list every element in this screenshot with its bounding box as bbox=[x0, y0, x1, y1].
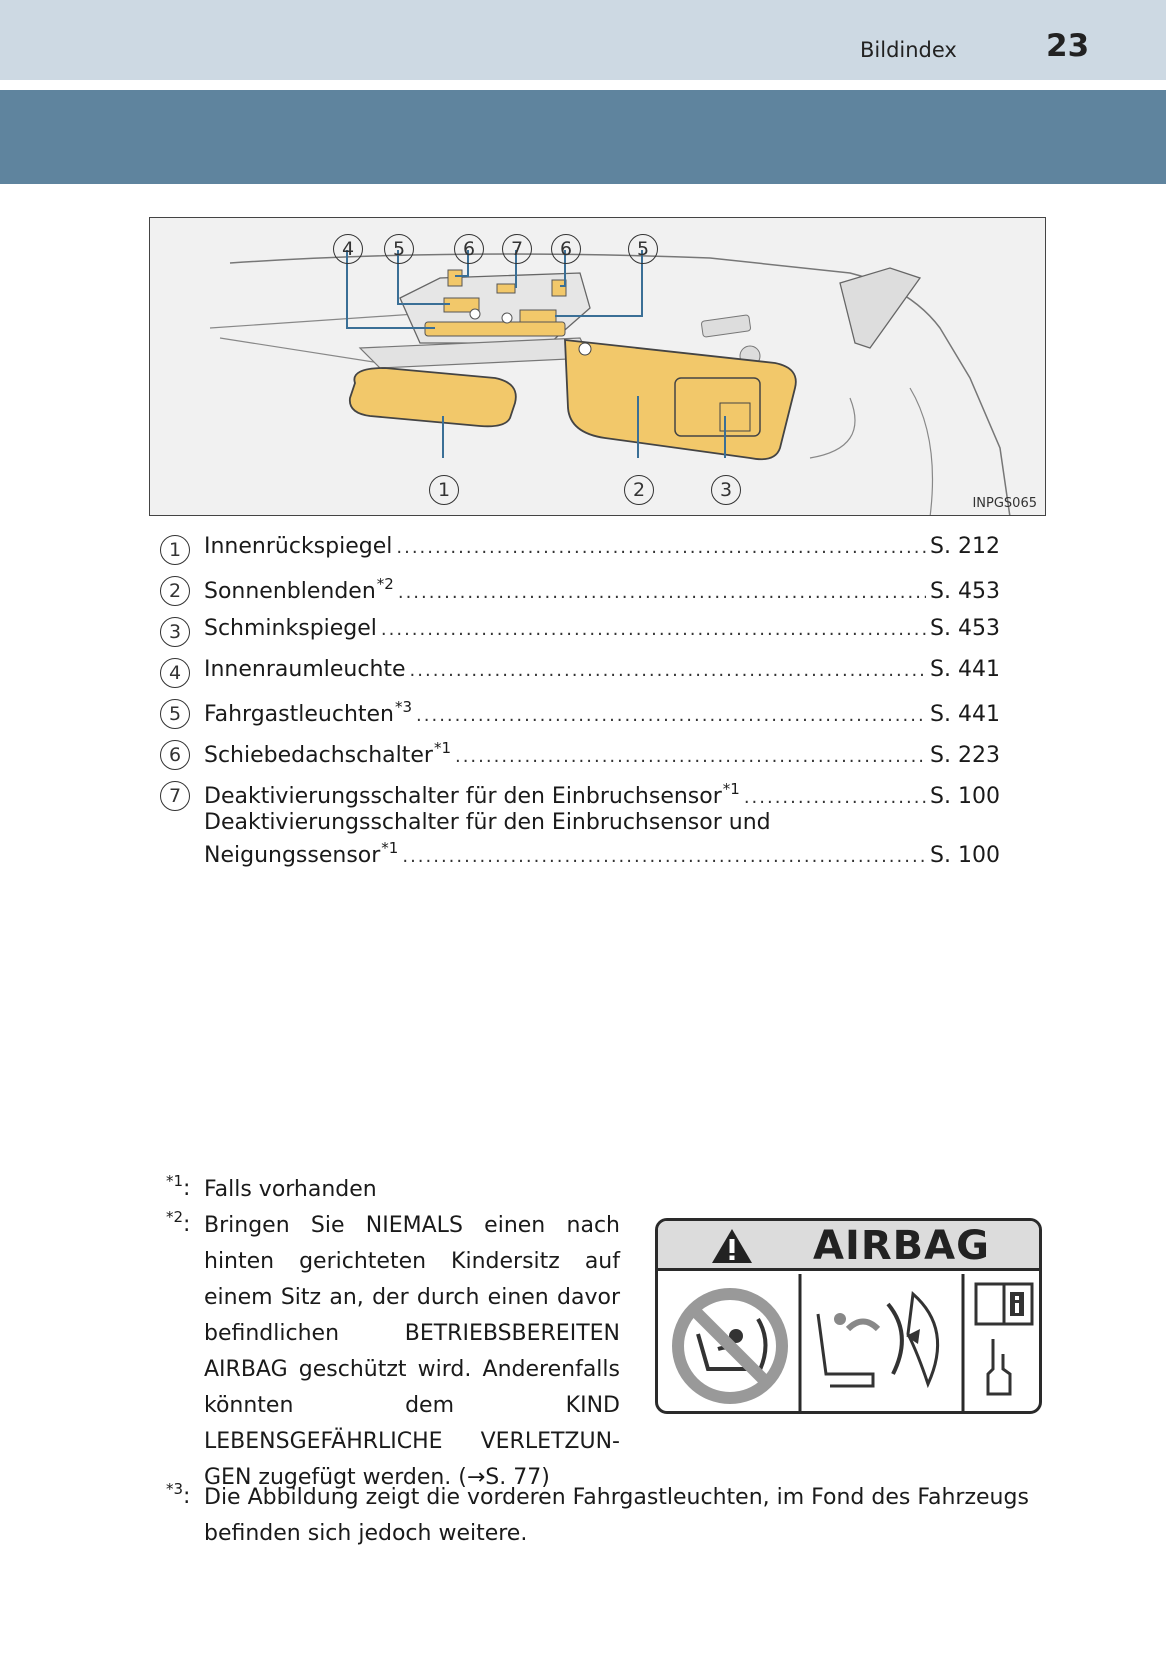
airbag-label-header bbox=[658, 1221, 1039, 1271]
item-number: 4 bbox=[160, 658, 190, 688]
item-label-continued: Deaktivierungsschalter für den Einbruchsensor und bbox=[204, 810, 771, 835]
list-item bbox=[160, 694, 1000, 735]
list-item bbox=[160, 571, 1000, 612]
item-label: Schminkspiegel bbox=[204, 616, 377, 641]
page-reference[interactable]: S. 223 bbox=[930, 743, 1000, 768]
image-code: INPGS065 bbox=[972, 496, 1037, 511]
airbag-pictograms bbox=[658, 1274, 1042, 1414]
chapter-band bbox=[0, 90, 1166, 184]
item-label: Schiebedachschalter bbox=[204, 743, 433, 768]
callout-5b: 5 bbox=[628, 234, 658, 264]
page-reference[interactable]: S. 100 bbox=[930, 843, 1000, 868]
page-reference[interactable]: S. 441 bbox=[930, 657, 1000, 682]
page-reference[interactable]: S. 453 bbox=[930, 616, 1000, 641]
list-item bbox=[160, 735, 1000, 776]
item-label: Innenrückspiegel bbox=[204, 534, 393, 559]
footnote-2-text: Bringen Sie NIEMALS einen nach hinten gerichteten Kindersitz auf einem Sitz an, der durch einen davor befindlichen BETRIEBSBEREITEN AIRBAG geschützt wird. Anderenfalls könnten dem KIND LEBENSGEFÄHRLICHE VERLETZUN-GEN zugefügt werden. (→S. 77) bbox=[204, 1213, 620, 1490]
airbag-title: AIRBAG bbox=[813, 1223, 990, 1269]
header-band bbox=[0, 0, 1166, 80]
footnote-ref: *3 bbox=[395, 698, 413, 716]
index-list bbox=[160, 530, 1000, 868]
warning-triangle-icon bbox=[710, 1227, 754, 1265]
list-item bbox=[160, 612, 1000, 653]
callout-6b: 6 bbox=[551, 234, 581, 264]
list-item bbox=[160, 653, 1000, 694]
callout-6: 6 bbox=[454, 234, 484, 264]
page-reference[interactable]: S. 100 bbox=[930, 784, 1000, 809]
leader-dots bbox=[416, 705, 926, 726]
leader-dots bbox=[396, 537, 926, 558]
callout-4: 4 bbox=[333, 234, 363, 264]
leader-dots bbox=[381, 619, 926, 640]
manual-info-icon bbox=[976, 1284, 1032, 1394]
item-label: Neigungssensor bbox=[204, 843, 381, 868]
list-item bbox=[160, 776, 1000, 868]
overhead-console-illustration bbox=[149, 217, 1046, 516]
section-title: Bildindex bbox=[860, 38, 957, 62]
page-reference[interactable]: S. 453 bbox=[930, 579, 1000, 604]
footnote-ref: *1 bbox=[722, 780, 740, 798]
leader-dots bbox=[455, 746, 926, 767]
item-number: 6 bbox=[160, 740, 190, 770]
footnote-2-mark: $^{*2}$: bbox=[166, 1208, 191, 1237]
header-divider bbox=[0, 80, 1166, 90]
seat-airbag-icon bbox=[818, 1294, 938, 1386]
item-label: Sonnenblenden bbox=[204, 579, 376, 604]
item-number: 5 bbox=[160, 699, 190, 729]
leader-dots bbox=[410, 660, 927, 681]
leader-dots bbox=[402, 846, 926, 867]
callout-1: 1 bbox=[429, 475, 459, 505]
item-number: 3 bbox=[160, 617, 190, 647]
footnote-ref: *1 bbox=[381, 839, 399, 857]
callout-7: 7 bbox=[502, 234, 532, 264]
callout-2: 2 bbox=[624, 475, 654, 505]
leader-dots bbox=[744, 787, 926, 808]
page-reference[interactable]: S. 212 bbox=[930, 534, 1000, 559]
footnote-3-text: Die Abbildung zeigt die vorderen Fahrgastleuchten, im Fond des Fahrzeugs befinden sich jedoch weitere. bbox=[204, 1485, 1029, 1546]
no-child-seat-icon bbox=[678, 1294, 782, 1398]
page-number: 23 bbox=[1046, 28, 1090, 64]
item-number: 2 bbox=[160, 576, 190, 606]
footnote-1-mark: $^{*1}$: bbox=[166, 1172, 191, 1201]
footnote-1-text: Falls vorhanden bbox=[204, 1177, 377, 1202]
footnote-ref: *2 bbox=[376, 575, 394, 593]
list-item bbox=[160, 530, 1000, 571]
callout-3: 3 bbox=[711, 475, 741, 505]
footnote-3-mark: $^{*3}$: bbox=[166, 1480, 191, 1509]
page-reference[interactable]: S. 441 bbox=[930, 702, 1000, 727]
callout-5: 5 bbox=[384, 234, 414, 264]
item-number: 7 bbox=[160, 781, 190, 811]
leader-dots bbox=[398, 582, 926, 603]
item-label: Innenraumleuchte bbox=[204, 657, 406, 682]
item-label: Deaktivierungsschalter für den Einbruchsensor bbox=[204, 784, 722, 809]
footnote-ref: *1 bbox=[433, 739, 451, 757]
item-label: Fahrgastleuchten bbox=[204, 702, 394, 727]
interior-roof-drawing bbox=[150, 218, 1046, 516]
item-number: 1 bbox=[160, 535, 190, 565]
airbag-warning-label bbox=[655, 1218, 1042, 1414]
